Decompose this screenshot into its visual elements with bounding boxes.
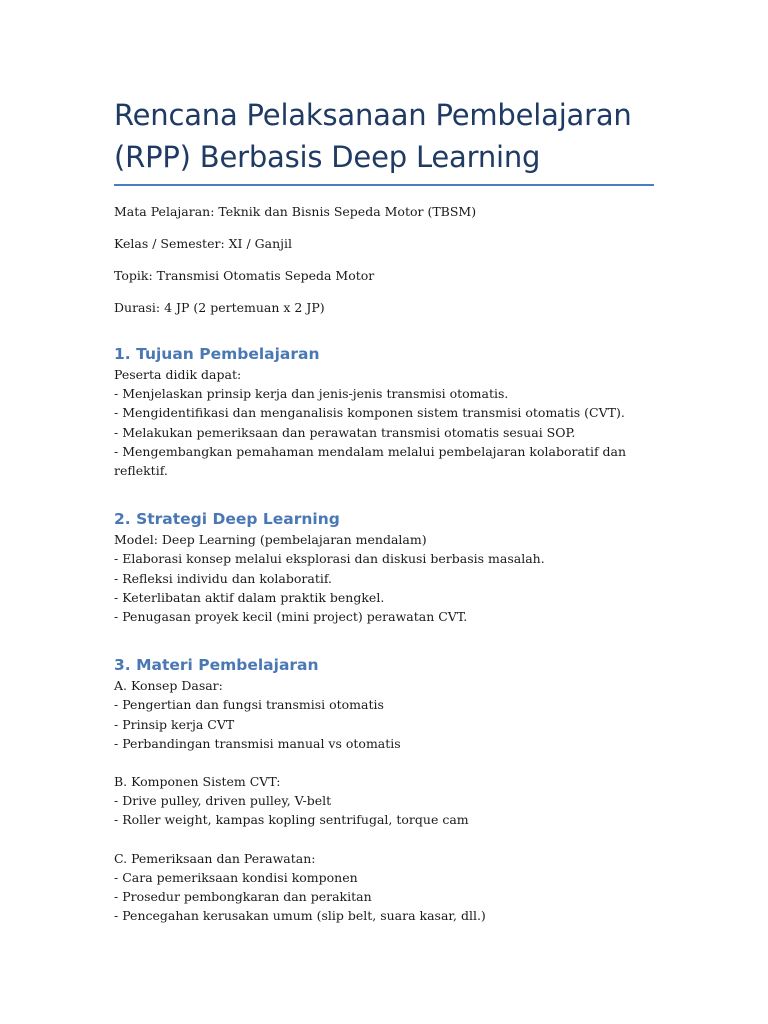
spacer — [114, 753, 654, 772]
section-intro: Peserta didik dapat: — [114, 367, 242, 382]
class-semester-line: Kelas / Semester: XI / Ganjil — [114, 236, 292, 251]
subject-line: Mata Pelajaran: Teknik dan Bisnis Sepeda Motor (TBSM) — [114, 204, 477, 219]
document-page — [114, 94, 654, 925]
material-block-cvt-components — [114, 772, 654, 830]
course-info — [114, 203, 654, 317]
block-intro: C. Pemeriksaan dan Perawatan: — [114, 850, 316, 866]
list-item: - Refleksi individu dan kolaboratif. — [114, 570, 332, 586]
section-deep-learning-strategy — [114, 508, 654, 626]
list-item: - Pencegahan kerusakan umum (slip belt, suara kasar, dll.) — [114, 908, 486, 924]
list-item: - Perbandingan transmisi manual vs otomatis — [114, 735, 401, 751]
list-item: - Penugasan proyek kecil (mini project) perawatan CVT. — [114, 609, 468, 625]
list-item: - Cara pemeriksaan kondisi komponen — [114, 869, 358, 885]
list-item: - Melakukan pemeriksaan dan perawatan transmisi otomatis sesuai SOP. — [114, 424, 576, 440]
list-item: - Drive pulley, driven pulley, V-belt — [114, 793, 332, 809]
list-item: - Pengertian dan fungsi transmisi otomatis — [114, 697, 384, 713]
list-item: - Elaborasi konsep melalui eksplorasi dan diskusi berbasis masalah. — [114, 551, 545, 567]
topic-line: Topik: Transmisi Otomatis Sepeda Motor — [114, 268, 375, 283]
section-intro: Model: Deep Learning (pembelajaran mendalam) — [114, 532, 427, 548]
list-item: - Prinsip kerja CVT — [114, 716, 235, 732]
section-heading: 1. Tujuan Pembelajaran — [114, 345, 320, 363]
list-item: - Roller weight, kampas kopling sentrifugal, torque cam — [114, 812, 469, 828]
list-item: - Keterlibatan aktif dalam praktik bengkel. — [114, 589, 385, 605]
section-learning-materials — [114, 654, 654, 925]
duration-line: Durasi: 4 JP (2 pertemuan x 2 JP) — [114, 300, 325, 315]
section-heading: 3. Materi Pembelajaran — [114, 656, 319, 675]
list-item: - Prosedur pembongkaran dan perakitan — [114, 889, 372, 905]
block-intro: A. Konsep Dasar: — [114, 678, 223, 694]
section-learning-objectives — [114, 343, 654, 480]
spacer — [114, 830, 654, 849]
document-title: Rencana Pelaksanaan Pembelajaran (RPP) Berbasis Deep Learning — [114, 94, 654, 186]
list-item: - Mengembangkan pemahaman mendalam melalui pembelajaran kolaboratif dan reflektif. — [114, 443, 627, 479]
block-intro: B. Komponen Sistem CVT: — [114, 774, 281, 790]
list-item: - Mengidentifikasi dan menganalisis komponen sistem transmisi otomatis (CVT). — [114, 405, 625, 421]
section-heading: 2. Strategi Deep Learning — [114, 510, 340, 529]
material-block-basic-concepts — [114, 676, 654, 753]
material-block-inspection-maintenance — [114, 849, 654, 926]
list-item: - Menjelaskan prinsip kerja dan jenis-jenis transmisi otomatis. — [114, 386, 509, 402]
